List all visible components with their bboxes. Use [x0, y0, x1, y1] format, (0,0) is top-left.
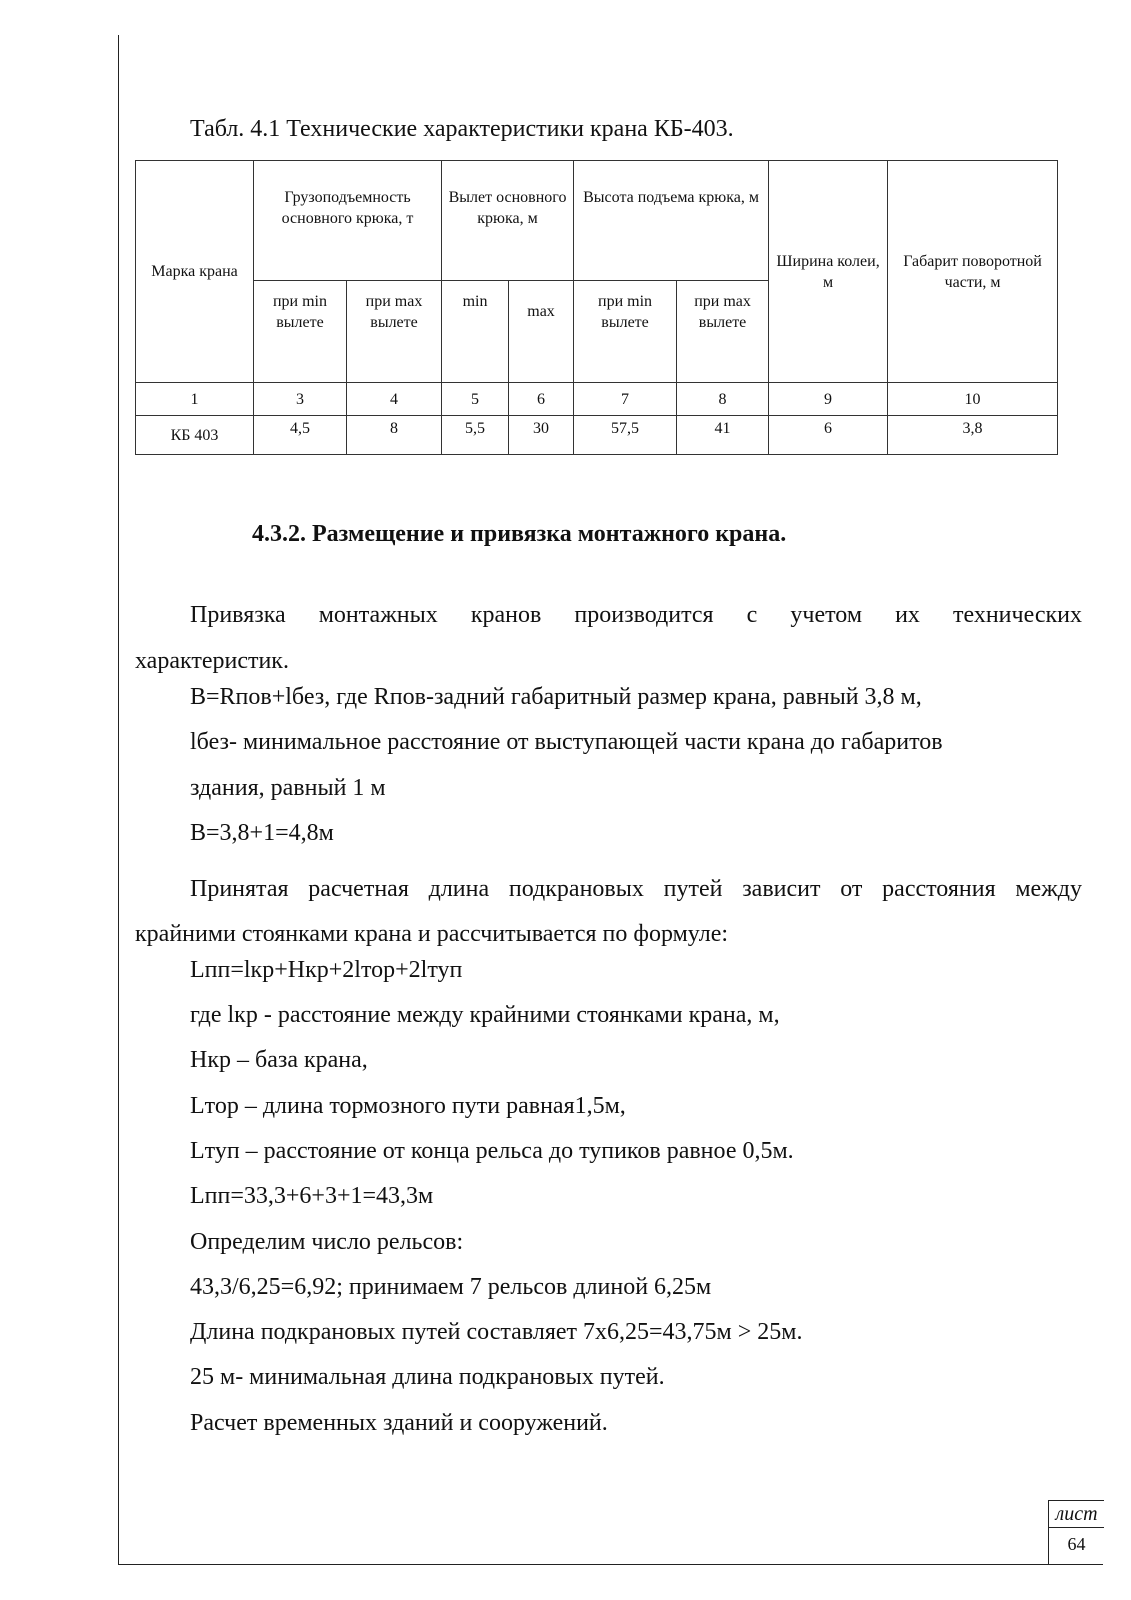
cell-height-max: 41 — [677, 416, 769, 455]
sheet-number-box — [1048, 1500, 1104, 1565]
text-line: где lкр - расстояние между крайними стоянками крана, м, — [190, 1002, 780, 1028]
cell-brand: КБ 403 — [136, 416, 254, 455]
paragraph-line: Привязка монтажных кранов производится с учетом их технических — [190, 602, 1082, 628]
text-line: B=3,8+1=4,8м — [190, 820, 334, 846]
text-line: 25 м- минимальная длина подкрановых путей. — [190, 1364, 665, 1390]
header-capacity: Грузоподъемность основного крюка, т — [254, 161, 442, 281]
frame-left-border — [118, 35, 119, 1565]
sheet-number: 64 — [1067, 1534, 1086, 1554]
header-reach: Вылет основного крюка, м — [442, 161, 574, 281]
cell-clearance: 3,8 — [888, 416, 1058, 455]
text-line: Lтуп – расстояние от конца рельса до тупиков равное 0,5м. — [190, 1138, 794, 1164]
crane-specs-table — [135, 160, 1058, 455]
cell-capacity-max: 8 — [347, 416, 442, 455]
paragraph-line: крайними стоянками крана и рассчитывается по формуле: — [135, 921, 729, 947]
text-line: здания, равный 1 м — [190, 775, 386, 801]
column-numbers-row — [136, 383, 1058, 416]
text-line: Расчет временных зданий и сооружений. — [190, 1410, 608, 1436]
header-reach-min: min — [442, 281, 509, 383]
column-number: 8 — [677, 383, 769, 416]
cell-height-min: 57,5 — [574, 416, 677, 455]
header-reach-max: max — [509, 281, 574, 383]
text-line: Определим число рельсов: — [190, 1229, 464, 1255]
column-number: 7 — [574, 383, 677, 416]
text-line: lбез- минимальное расстояние от выступающей части крана до габаритов — [190, 729, 943, 755]
text-line: Hкр – база крана, — [190, 1047, 368, 1073]
table-caption: Табл. 4.1 Технические характеристики крана КБ-403. — [190, 116, 734, 142]
cell-reach-max: 30 — [509, 416, 574, 455]
formula-line: Lпп=lкр+Hкр+2lтор+2lтуп — [190, 957, 463, 983]
column-number: 4 — [347, 383, 442, 416]
text-line: Длина подкрановых путей составляет 7х6,25=43,75м > 25м. — [190, 1319, 803, 1345]
column-number: 5 — [442, 383, 509, 416]
header-height: Высота подъема крюка, м — [574, 161, 769, 281]
text-line: B=Rпов+lбез, где Rпов-задний габаритный размер крана, равный 3,8 м, — [190, 684, 922, 710]
section-heading: 4.3.2. Размещение и привязка монтажного крана. — [252, 521, 787, 547]
frame-bottom-border — [118, 1564, 1103, 1565]
header-clearance: Габарит поворотной части, м — [888, 161, 1058, 383]
cell-reach-min: 5,5 — [442, 416, 509, 455]
table-row — [136, 416, 1058, 455]
header-capacity-max: при max вылете — [347, 281, 442, 383]
header-brand: Марка крана — [136, 161, 254, 383]
paragraph-line: Принятая расчетная длина подкрановых путей зависит от расстояния между — [190, 876, 1082, 902]
column-number: 3 — [254, 383, 347, 416]
header-capacity-min: при min вылете — [254, 281, 347, 383]
column-number: 9 — [769, 383, 888, 416]
text-line: Lтор – длина тормозного пути равная1,5м, — [190, 1093, 626, 1119]
column-number: 6 — [509, 383, 574, 416]
paragraph-line: характеристик. — [135, 648, 289, 674]
header-height-max: при max вылете — [677, 281, 769, 383]
column-number: 10 — [888, 383, 1058, 416]
header-height-min: при min вылете — [574, 281, 677, 383]
header-gauge: Ширина колеи, м — [769, 161, 888, 383]
cell-capacity-min: 4,5 — [254, 416, 347, 455]
formula-line: Lпп=33,3+6+3+1=43,3м — [190, 1183, 434, 1209]
column-number: 1 — [136, 383, 254, 416]
sheet-label: лист — [1049, 1501, 1104, 1528]
text-line: 43,3/6,25=6,92; принимаем 7 рельсов длиной 6,25м — [190, 1274, 712, 1300]
cell-gauge: 6 — [769, 416, 888, 455]
